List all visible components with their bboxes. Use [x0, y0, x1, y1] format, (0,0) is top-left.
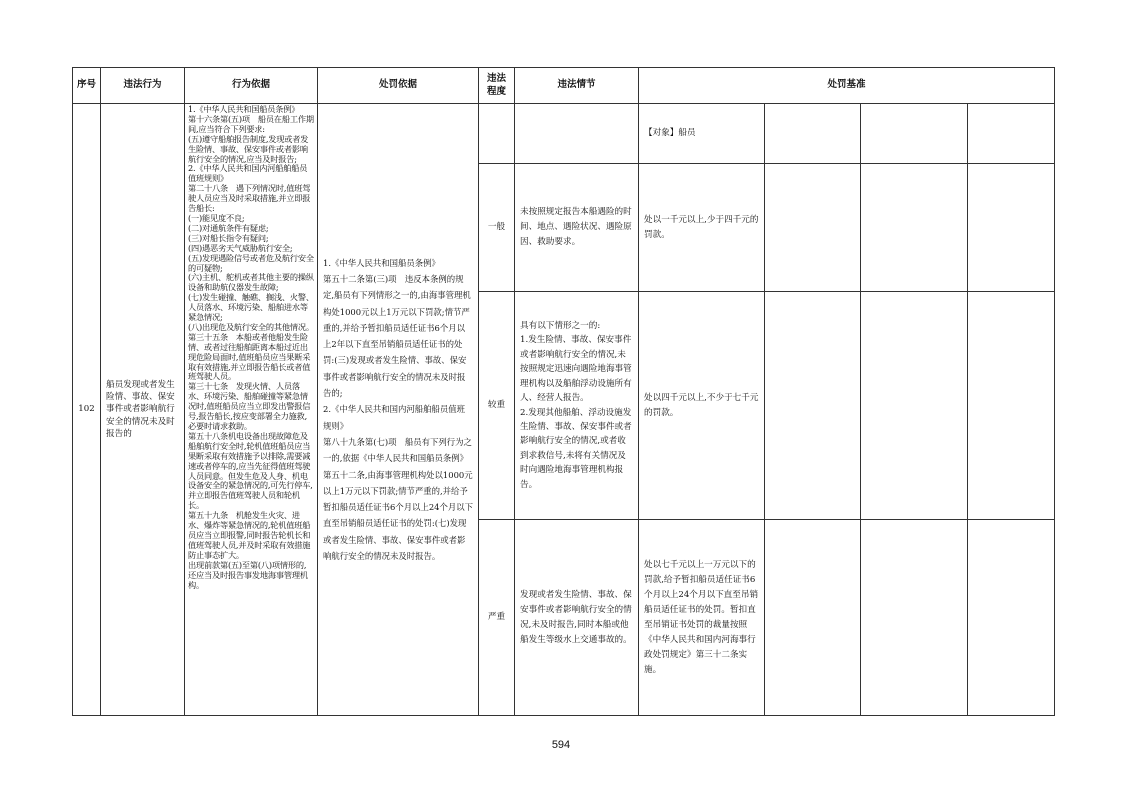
row-seq — [73, 104, 101, 716]
penalty-standard-table — [72, 67, 1055, 716]
object-degree-cell — [479, 104, 515, 164]
row-penalty-basis — [318, 104, 479, 716]
degree-severe — [479, 520, 515, 716]
blank-cell — [968, 164, 1055, 292]
object-cell — [639, 104, 765, 164]
circumstance-serious — [515, 292, 639, 520]
circumstance-severe-text: 发现或者发生险情、事故、保安事件或者影响航行安全的情况,未及时报告,同时本船或他船发生等级水上交通事故的。 — [520, 589, 632, 645]
blank-cell — [968, 520, 1055, 716]
degree-general-text: 一般 — [487, 222, 506, 233]
row-violation-text: 船员发现或者发生险情、事故、保安事件或者影响航行安全的情况未及时报告的 — [106, 379, 175, 439]
blank-cell — [968, 104, 1055, 164]
blank-cell — [765, 104, 861, 164]
blank-cell — [765, 520, 861, 716]
blank-cell — [765, 164, 861, 292]
degree-serious-text: 较重 — [487, 400, 506, 411]
header-degree: 违法 程度 — [479, 68, 515, 104]
penalty-basis-text: 1.《中华人民共和国船员条例》 第五十二条第(三)项 违反本条例的规定,船员有下列情形之一的,由海事管理机构处1000元以上1万元以下罚款;情节严重的,并给予暂扣船员适任证书6个月以上2年以下直至吊销船员适任证书的处罚:(三)发现或者发生险情、事故、保安事件或者影响航行安全的情况未及时报告的; 2.《中华人民共和国内河船舶船员值班规则》 第八十九条第(七)项 船员有下列行为之一的,依据《中华人民共和国船员条例》第五十二条,由海事管理机构处以1000元以上1万元以下罚款;情节严重的,并给予暂扣船员适任证书6个月以上24个月以下直至吊销船员适任证书的处罚:(七)发现或者发生险情、事故、保安事件或者影响航行安全的情况未及时报告。 — [323, 257, 473, 562]
header-violation: 违法行为 — [101, 68, 185, 104]
circumstance-serious-text: 具有以下情形之一的: 1.发生险情、事故、保安事件或者影响航行安全的情况,未按照规定迅速向遇险地海事管理机构以及船舶浮动设施所有人、经营人报告。 2.发现其他船舶、浮动设施发生险情、事故、保安事件或者影响航行安全的情况,或者收到求救信号,未将有关情况及时向遇险地海事管理机构报告。 — [520, 321, 632, 490]
header-behavior-basis: 行为依据 — [185, 68, 318, 104]
circumstance-general — [515, 164, 639, 292]
blank-cell — [861, 292, 968, 520]
table-header-row — [73, 68, 1055, 104]
standard-serious — [639, 292, 765, 520]
standard-general — [639, 164, 765, 292]
blank-cell — [861, 104, 968, 164]
row-seq-text: 102 — [78, 404, 95, 415]
blank-cell — [861, 164, 968, 292]
standard-general-text: 处以一千元以上,少于四千元的罚款。 — [644, 214, 759, 240]
blank-cell — [765, 292, 861, 520]
degree-severe-text: 严重 — [487, 612, 506, 623]
standard-severe — [639, 520, 765, 716]
blank-cell — [968, 292, 1055, 520]
behavior-basis-text: 1.《中华人民共和国船员条例》 第十六条第(五)项 船员在船工作期间,应当符合下列要求: (五)遵守船舶报告制度,发现或者发生险情、事故、保安事件或者影响航行安全的情况,应当及时报告; 2.《中华人民共和国内河船舶船员值班规则》 第二十八条 遇下列情况时,值班驾驶人员应当及时采取措施,并立即报告船长: (一)能见度不良; (二)对通航条件有疑虑; (三)对船长指令有疑问; (四)遇恶劣天气威胁航行安全; (五)发现遇险信号或者危及航行安全的可疑物; (六)主机、舵机或者其他主要的操纵设备和助航仪器发生故障; (七)发生碰撞、触礁、搁浅、火警、人员落水、环境污染、船舶进水等紧急情况; (八)出现危及航行安全的其他情况。 第三十五条 本船或者他船发生险情、或者过往船舶距离本船过近出现危险局面时,值班船员应当果断采取有效措施,并立即报告船长或者值班驾驶人员。 第三十七条 发现火情、人员落水、环境污染、船舶碰撞等紧急情况时,值班船员应当立即发出警报信号,报告船长,按应变部署全力施救,必要时请求救助。 第五十八条机电设备出现故障危及船舶航行安全时,轮机值班船员应当果断采取有效措施予以排除,需要减速或者停车的,应当先征得值班驾驶人员同意。但发生危及人身、机电设备安全的紧急情况的,可先行停车,并立即报告值班驾驶人员和轮机长。 第五十九条 机舱发生火灾、进水、爆炸等紧急情况的,轮机值班船员应当立即报警,同时报告轮机长和值班驾驶人员,并及时采取有效措施防止事态扩大。 出现前款第(五)至第(八)项情形的,还应当及时报告事发地海事管理机构。 — [188, 104, 314, 590]
standard-severe-text: 处以七千元以上一万元以下的罚款,给予暂扣船员适任证书6个月以上24个月以下直至吊销船员适任证书的处罚。暂扣直至吊销证书处罚的裁量按照《中华人民共和国内河海事行政处罚规定》第三十二条实施。 — [644, 559, 759, 675]
object-text: 【对象】船员 — [644, 128, 696, 139]
degree-general — [479, 164, 515, 292]
header-standard: 处罚基准 — [639, 68, 1055, 104]
standard-serious-text: 处以四千元以上,不少于七千元的罚款。 — [644, 392, 759, 418]
circumstance-severe — [515, 520, 639, 716]
page-number: 594 — [551, 739, 571, 751]
table-row — [73, 104, 1055, 164]
degree-serious — [479, 292, 515, 520]
header-penalty-basis: 处罚依据 — [318, 68, 479, 104]
header-seq: 序号 — [73, 68, 101, 104]
row-behavior-basis — [185, 104, 318, 716]
row-violation — [101, 104, 185, 716]
header-circumstance: 违法情节 — [515, 68, 639, 104]
object-circumstance-cell — [515, 104, 639, 164]
circumstance-general-text: 未按照规定报告本船遇险的时间、地点、遇险状况、遇险原因、救助要求。 — [520, 207, 632, 247]
blank-cell — [861, 520, 968, 716]
